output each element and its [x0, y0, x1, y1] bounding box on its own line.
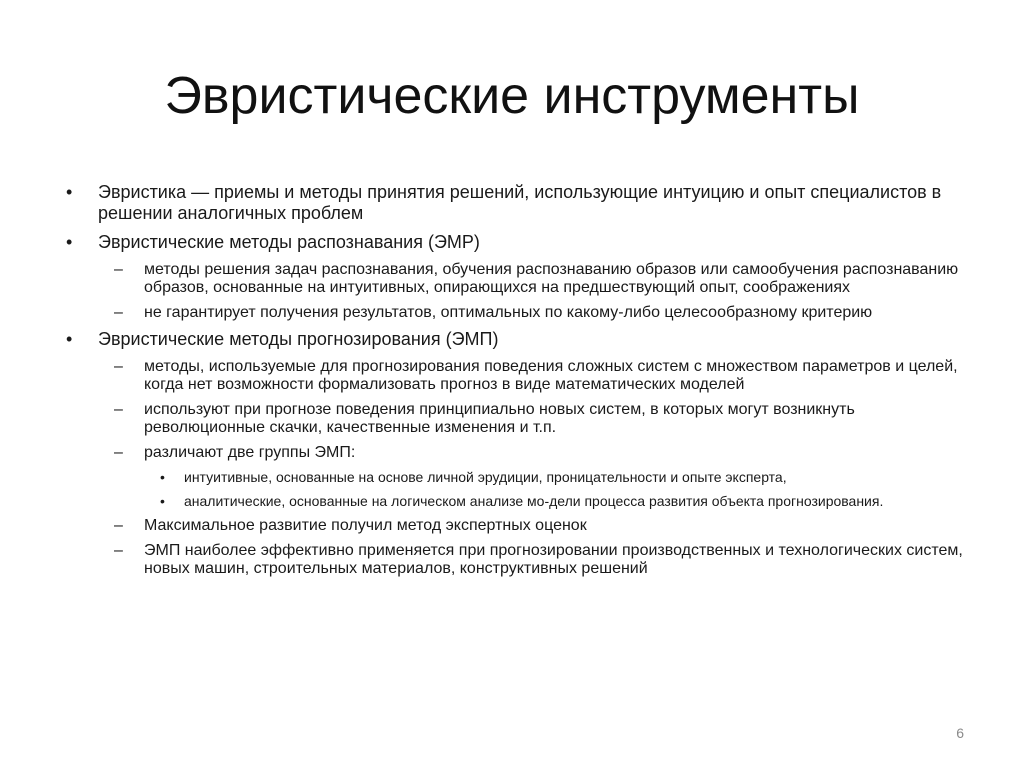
bullet-marker: • — [160, 493, 165, 509]
list-item — [66, 517, 966, 535]
dash-marker: – — [114, 444, 123, 461]
list-item — [66, 261, 966, 297]
list-item — [66, 444, 966, 462]
slide-content — [66, 182, 966, 585]
list-item-text: Эвристика — приемы и методы принятия решений, использующие интуицию и опыт специалистов в решении аналогичных проблем — [98, 182, 942, 223]
list-item — [66, 182, 966, 224]
slide-title: Эвристические инструменты — [164, 67, 860, 125]
list-item-text: интуитивные, основанные на основе личной эрудиции, проницательности и опыте эксперта, — [184, 469, 787, 485]
list-item-text: методы решения задач распознавания, обучения распознаванию образов или самообучения распознаванию образов, основанные на интуитивных, опирающихся на предшествующий опыт, соображениях — [144, 261, 959, 296]
list-item — [66, 358, 966, 394]
dash-marker: – — [114, 261, 123, 278]
list-item — [66, 401, 966, 437]
list-item — [66, 304, 966, 322]
list-item — [66, 542, 966, 578]
list-item-text: Максимальное развитие получил метод экспертных оценок — [144, 517, 587, 534]
list-item-text: ЭМП наиболее эффективно применяется при прогнозировании производственных и технологических систем, новых машин, строительных материалов, конструктивных решений — [144, 542, 963, 577]
bullet-marker: • — [66, 232, 73, 252]
list-item-text: Эвристические методы распознавания (ЭМР) — [98, 232, 480, 252]
list-item — [66, 469, 966, 486]
dash-marker: – — [114, 358, 123, 375]
dash-marker: – — [114, 542, 123, 559]
dash-marker: – — [114, 517, 123, 534]
list-item-text: используют при прогнозе поведения принципиально новых систем, в которых могут возникнуть революционные скачки, качественные изменения и т.п. — [144, 401, 855, 436]
list-item-text: различают две группы ЭМП: — [144, 444, 356, 461]
list-item — [66, 493, 966, 510]
list-item-text: не гарантирует получения результатов, оптимальных по какому-либо целесообразному критерию — [144, 304, 873, 321]
dash-marker: – — [114, 304, 123, 321]
list-item — [66, 329, 966, 350]
dash-marker: – — [114, 401, 123, 418]
bullet-marker: • — [66, 182, 73, 202]
list-item — [66, 232, 966, 253]
bullet-marker: • — [160, 469, 165, 485]
list-item-text: методы, используемые для прогнозирования поведения сложных систем с множеством параметров и целей, когда нет возможности формализовать прогноз в виде математических моделей — [144, 358, 958, 393]
list-item-text: Эвристические методы прогнозирования (ЭМП) — [98, 329, 499, 349]
page-number: 6 — [956, 725, 964, 741]
list-item-text: аналитические, основанные на логическом анализе мо-дели процесса развития объекта прогнозирования. — [184, 493, 884, 509]
bullet-marker: • — [66, 329, 73, 349]
